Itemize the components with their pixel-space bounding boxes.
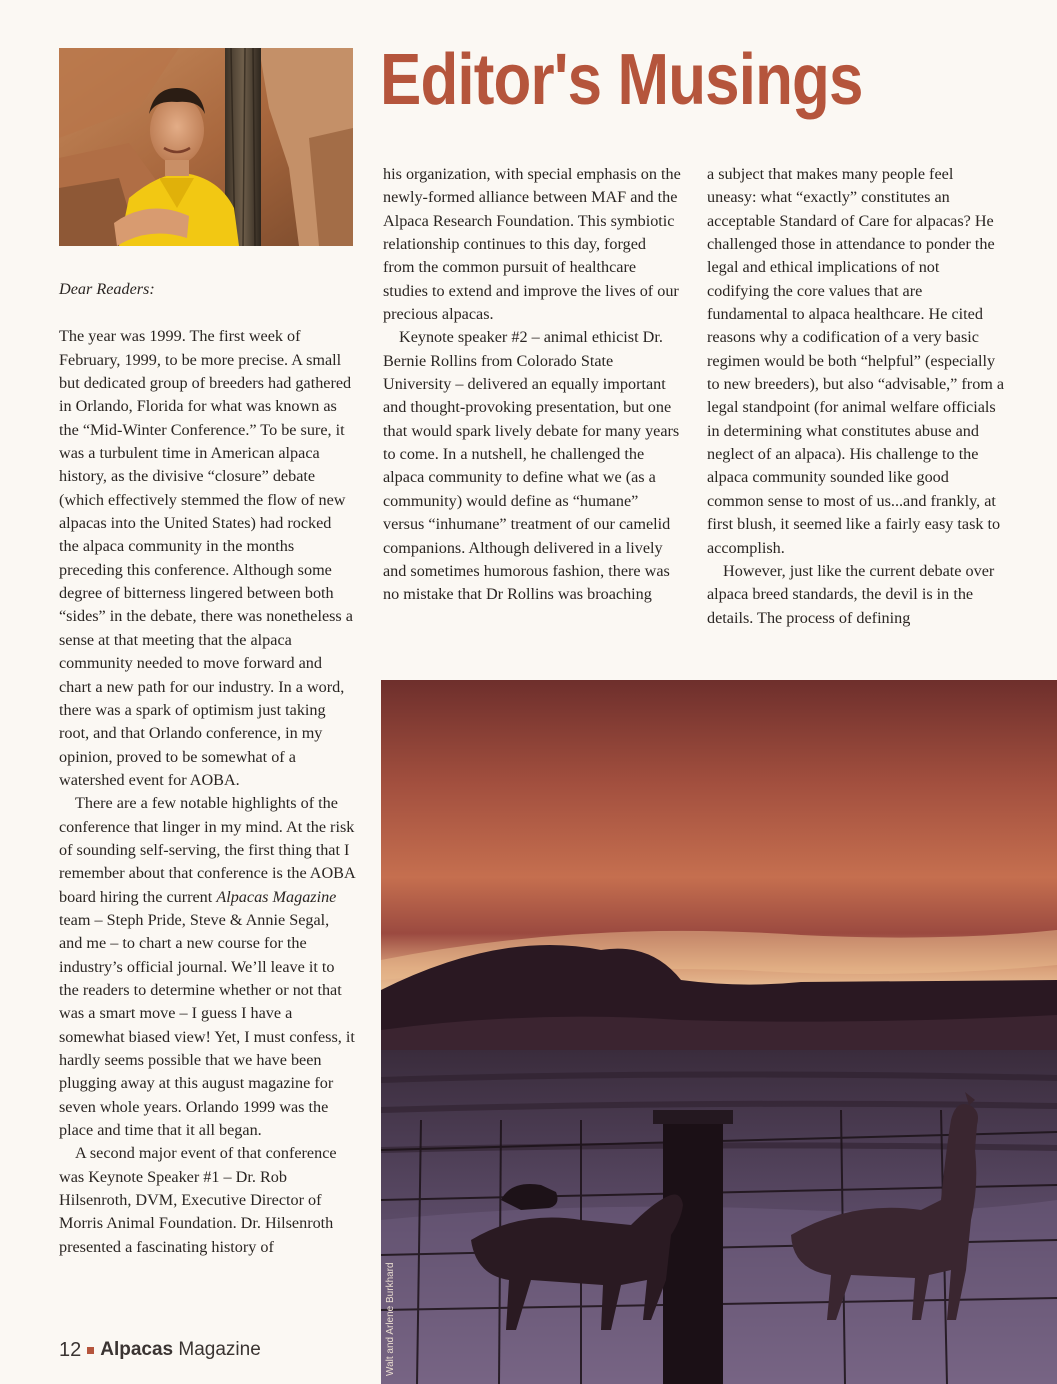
brand-name: Alpacas — [100, 1339, 174, 1360]
photo-credit — [385, 1236, 397, 1376]
article-column-1 — [59, 278, 355, 1259]
paragraph-6: a subject that makes many people feel uneasy: what “exactly” constitutes an acceptable Standard of Care for alpacas? He challenged those in attendance to ponder the legal and ethical implications of not codifying the core values that are fundamental to alpaca healthcare. He cited reasons why a codification of a very basic regimen would be both “helpful” (especially to new breeders), but also “advisable,” from a legal standpoint (for animal welfare officials in determining what constitutes abuse and neglect of an alpaca). His challenge to the alpaca community sounded like good common sense to most of us...and frankly, at first blush, it seemed like a fairly easy task to accomplish. — [707, 165, 1005, 557]
page-title: Editor's Musings — [380, 40, 863, 120]
editor-portrait-image — [59, 48, 353, 246]
article-column-3 — [707, 163, 1005, 630]
paragraph-7: However, just like the current debate over alpaca breed standards, the devil is in the details. The process of defining — [707, 561, 995, 627]
paragraph-2-text-start: There are a few notable highlights of the conference that linger in my mind. At the risk of sounding self-serving, the first thing that I remember about that conference is the AOBA board hiring the current — [59, 794, 355, 906]
sunset-alpaca-photo — [381, 680, 1057, 1384]
magazine-brand — [100, 1339, 261, 1361]
paragraph-4: his organization, with special emphasis on the newly-formed alliance between MAF and the Alpaca Research Foundation. This symbiotic relationship continues to this day, forged from the common pursuit of healthcare studies to extend and improve the lives of our precious alpacas. — [383, 165, 681, 324]
sunset-alpaca-image — [381, 680, 1057, 1384]
salutation: Dear Readers: — [59, 280, 155, 298]
paragraph-2-text-end: team – Steph Pride, Steve & Annie Segal, and me – to chart a new course for the industry’s official journal. We’ll leave it to the readers to determine whether or not that was a smart move – I guess I have a somewhat biased view! Yet, I must confess, it hardly seems possible that we have been plugging away at this august magazine for seven whole years. Orlando 1999 was the place and time that it all began. — [59, 910, 355, 1140]
article-column-2 — [383, 163, 681, 607]
editor-portrait-photo — [59, 48, 353, 246]
brand-suffix: Magazine — [178, 1339, 261, 1360]
paragraph-3: A second major event of that conference was Keynote Speaker #1 – Dr. Rob Hilsenroth, DVM, Executive Director of Morris Animal Foundation. Dr. Hilsenroth presented a fascinating history of — [59, 1144, 337, 1256]
paragraph-1: The year was 1999. The first week of February, 1999, to be more precise. A small but dedicated group of breeders had gathered in Orlando, Florida for what was known as the “Mid-Winter Conference.” To be sure, it was a turbulent time in American alpaca history, as the divisive “closure” debate (which effectively stemmed the flow of new alpacas into the United States) had rocked the alpaca community in the months preceding this conference. Although some degree of bitterness lingered between both “sides” in the debate, there was nonetheless a sense at that meeting that the alpaca community needed to move forward and chart a new path for our industry. In a word, there was a spark of optimism just taking root, and that Orlando conference, in my opinion, proved to be somewhat of a watershed event for AOBA. — [59, 327, 353, 789]
paragraph-5: Keynote speaker #2 – animal ethicist Dr. Bernie Rollins from Colorado State University – delivered an equally important and thought-provoking presentation, but one that would spark lively debate for many years to come. In a nutshell, he challenged the alpaca community to define what we (as a community) would define as “humane” versus “inhumane” treatment of our camelid companions. Although delivered in a lively and sometimes humorous fashion, there was no mistake that Dr Rollins was broaching — [383, 328, 680, 604]
square-bullet-icon — [87, 1347, 94, 1354]
page-footer — [59, 1335, 261, 1365]
page-number: 12 — [59, 1338, 82, 1361]
magazine-name-italic: Alpacas Magazine — [216, 887, 337, 906]
photo-credit-text: Walt and Arlene Burkhard — [385, 1262, 396, 1376]
paragraph-2 — [59, 792, 355, 1142]
